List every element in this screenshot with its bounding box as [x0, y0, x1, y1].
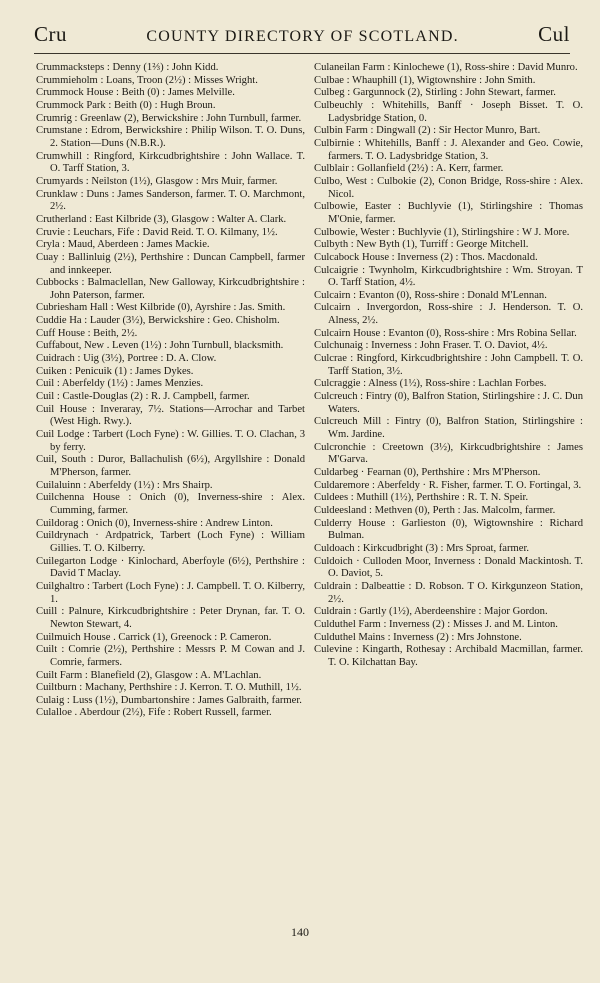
directory-entry: Culcrae : Ringford, Kirkcudbrightshire : John Campbell. T. O. Tarff Station, 3½.: [314, 353, 583, 377]
directory-entry: Culcreuch Mill : Fintry (0), Balfron Station, Stirlingshire : Wm. Jardine.: [314, 416, 583, 441]
directory-entry: Culbirnie : Whitehills, Banff : J. Alexander and Geo. Cowie, farmers. T. O. Ladysbridge Station, 3.: [314, 137, 583, 162]
directory-entry: Culbyth : New Byth (1), Turriff : George Mitchell.: [314, 239, 529, 251]
directory-entry: Cuil, South : Duror, Ballachulish (6½), Argyllshire : Donald M'Pherson, farmer.: [36, 454, 305, 478]
directory-entry: Culduthel Farm : Inverness (2) : Misses J. and M. Linton.: [314, 618, 558, 630]
directory-entry: Crummieholm : Loans, Troon (2½) : Misses Wright.: [36, 74, 258, 86]
directory-entry: Culcabock House : Inverness (2) : Thos. Macdonald.: [314, 251, 538, 263]
directory-entry: Cryla : Maud, Aberdeen : James Mackie.: [36, 239, 210, 251]
page-number: 140: [291, 925, 309, 939]
directory-entry: Culaneilan Farm : Kinlochewe (1), Ross-shire : David Munro.: [314, 62, 578, 73]
directory-entry: Culdees : Muthill (1½), Perthshire : R. T. N. Speir.: [314, 492, 529, 504]
directory-entry: Culcraggie : Alness (1½), Ross-shire : Lachlan Forbes.: [314, 378, 547, 390]
directory-entry: Cuiken : Penicuik (1) : James Dykes.: [36, 365, 194, 377]
directory-entry: Culevine : Kingarth, Rothesay : Archibald Macmillan, farmer. T. O. Kilchattan Bay.: [314, 644, 583, 668]
directory-entry: Cuidrach : Uig (3½), Portree : D. A. Clow.: [36, 353, 217, 365]
directory-entry: Culdoich · Culloden Moor, Inverness : Donald Mackintosh. T. O. Daviot, 5.: [314, 555, 583, 580]
directory-entry: Cuill : Palnure, Kirkcudbrightshire : Peter Drynan, far. T. O. Newton Stewart, 4.: [36, 606, 305, 630]
directory-entry: Culblair : Gollanfield (2½) : A. Kerr, farmer.: [314, 163, 504, 175]
directory-entry: Culbowie, Wester : Buchlyvie (1), Stirlingshire : W J. More.: [314, 226, 570, 238]
directory-entry: Cuffabout, New . Leven (1½) : John Turnbull, blacksmith.: [36, 340, 284, 352]
directory-entry: Crumrig : Greenlaw (2), Berwickshire : John Turnbull, farmer.: [36, 112, 302, 124]
directory-entry: Cuilegarton Lodge · Kinlochard, Aberfoyle (6½), Perthshire : David T Maclay.: [36, 555, 305, 580]
directory-entry: Cuilghaltro : Tarbert (Loch Fyne) : J. Campbell. T. O. Kilberry, 1.: [36, 580, 305, 605]
directory-entry: Culcaigrie : Twynholm, Kirkcudbrightshire : Wm. Stroyan. T O. Tarff Station, 4½.: [314, 264, 583, 289]
directory-entry: Cuil : Castle-Douglas (2) : R. J. Campbell, farmer.: [36, 391, 250, 403]
directory-entry: Cuildorag : Onich (0), Inverness-shire : Andrew Linton.: [36, 517, 273, 529]
directory-entry: Crumyards : Neilston (1½), Glasgow : Mrs Muir, farmer.: [36, 175, 278, 187]
directory-entry: Crutherland : East Kilbride (3), Glasgow : Walter A. Clark.: [36, 213, 287, 225]
directory-entry: Culcairn . Invergordon, Ross-shire : J. Henderson. T. O. Alness, 2½.: [314, 302, 583, 327]
directory-entry: Cuilchenna House : Onich (0), Inverness-shire : Alex. Cumming, farmer.: [36, 492, 305, 516]
directory-entry: Culaig : Luss (1½), Dumbartonshire : James Galbraith, farmer.: [36, 694, 302, 706]
directory-entry: Culdrain : Gartly (1½), Aberdeenshire : Major Gordon.: [314, 606, 548, 618]
directory-entry: Culbae : Whauphill (1), Wigtownshire : John Smith.: [314, 74, 536, 86]
directory-entry: Crummacksteps : Denny (1⅔) : John Kidd.: [36, 62, 219, 73]
directory-entry: Crumwhill : Ringford, Kirkcudbrightshire : John Wallace. T. O. Tarff Station, 3.: [36, 150, 305, 175]
directory-entry: Culcairn House : Evanton (0), Ross-shire : Mrs Robina Sellar.: [314, 327, 577, 339]
directory-entry: Cuil Lodge : Tarbert (Loch Fyne) : W. Gillies. T. O. Clachan, 3 by ferry.: [36, 429, 305, 453]
directory-entry: Cuff House : Beith, 2½.: [36, 327, 138, 339]
directory-entry: Culdeesland : Methven (0), Perth : Jas. Malcolm, farmer.: [314, 504, 556, 516]
directory-entry: Cuiltburn : Machany, Perthshire : J. Kerron. T. O. Muthill, 1½.: [36, 682, 302, 694]
header-range-end: Cul: [538, 22, 570, 46]
directory-entry: Culcreuch : Fintry (0), Balfron Station, Stirlingshire : J. C. Dun Waters.: [314, 391, 583, 415]
directory-entry: Cuil House : Inveraray, 7½. Stations—Arrochar and Tarbet (West High. Rwy.).: [36, 403, 305, 428]
directory-entry: Crummock House : Beith (0) : James Melville.: [36, 87, 235, 99]
directory-entry: Crumstane : Edrom, Berwickshire : Philip Wilson. T. O. Duns, 2. Station—Duns (N.B.R.).: [36, 125, 305, 149]
directory-entry: Crunklaw : Duns : James Sanderson, farmer. T. O. Marchmont, 2½.: [36, 188, 305, 213]
directory-entry: Cuddie Ha : Lauder (3½), Berwickshire : Geo. Chisholm.: [36, 315, 280, 327]
directory-entry: Culalloe . Aberdour (2½), Fife : Robert Russell, farmer.: [36, 707, 272, 719]
left-column: [36, 62, 305, 720]
directory-entry: Culdoach : Kirkcudbright (3) : Mrs Sproat, farmer.: [314, 542, 530, 554]
directory-entry: Culderry House : Garlieston (0), Wigtownshire : Richard Bulman.: [314, 517, 583, 542]
directory-entry: Cuay : Ballinluig (2½), Perthshire : Duncan Campbell, farmer and innkeeper.: [36, 251, 305, 276]
directory-entry: Culcronchie : Creetown (3½), Kirkcudbrightshire : James M'Garva.: [314, 441, 583, 466]
directory-entry: Culdarbeg · Fearnan (0), Perthshire : Mrs M'Pherson.: [314, 467, 541, 478]
directory-entry: Cubbocks : Balmaclellan, New Galloway, Kirkcudbrightshire : John Paterson, farmer.: [36, 277, 305, 301]
directory-entry: Culcairn : Evanton (0), Ross-shire : Donald M'Lennan.: [314, 289, 547, 301]
directory-entry: Cuilt Farm : Blanefield (2), Glasgow : A. M'Lachlan.: [36, 669, 262, 681]
directory-entry: Crummock Park : Beith (0) : Hugh Broun.: [36, 99, 216, 111]
header-rule: [34, 53, 570, 54]
running-title: COUNTY DIRECTORY OF SCOTLAND.: [146, 28, 459, 45]
directory-entry: Cuilaluinn : Aberfeldy (1½) : Mrs Shairp.: [36, 479, 213, 491]
header-range-start: Cru: [34, 22, 67, 46]
directory-entry: Culdrain : Dalbeattie : D. Robson. T O. Kirkgunzeon Station, 2½.: [314, 580, 583, 605]
directory-entry: Culbeuchly : Whitehills, Banff · Joseph Bisset. T. O. Ladysbridge Station, 0.: [314, 99, 583, 124]
directory-entry: Culchunaig : Inverness : John Fraser. T. O. Daviot, 4½.: [314, 340, 548, 352]
directory-entry: Culbeg : Gargunnock (2), Stirling : John Stewart, farmer.: [314, 87, 556, 99]
directory-entry: Cruvie : Leuchars, Fife : David Reid. T. O. Kilmany, 1½.: [36, 226, 278, 238]
directory-entry: Cuil : Aberfeldy (1½) : James Menzies.: [36, 378, 204, 390]
directory-entry: Cuildrynach · Ardpatrick, Tarbert (Loch Fyne) : William Gillies. T. O. Kilberry.: [36, 530, 305, 554]
directory-entry: Cubriesham Hall : West Kilbride (0), Ayrshire : Jas. Smith.: [36, 302, 286, 314]
directory-entry: Culdaremore : Aberfeldy · R. Fisher, farmer. T. O. Fortingal, 3.: [314, 479, 582, 491]
directory-entry: Culduthel Mains : Inverness (2) : Mrs Johnstone.: [314, 631, 522, 643]
directory-entry: Culbin Farm : Dingwall (2) : Sir Hector Munro, Bart.: [314, 125, 541, 137]
directory-entry: Culbowie, Easter : Buchlyvie (1), Stirlingshire : Thomas M'Onie, farmer.: [314, 201, 583, 225]
directory-entry: Cuilt : Comrie (2½), Perthshire : Messrs P. M Cowan and J. Comrie, farmers.: [36, 644, 305, 668]
directory-entry: Culbo, West : Culbokie (2), Conon Bridge, Ross-shire : Alex. Nicol.: [314, 175, 583, 200]
right-column: [314, 62, 583, 670]
page-header: [34, 22, 570, 50]
directory-entry: Cuilmuich House . Carrick (1), Greenock : P. Cameron.: [36, 631, 272, 643]
